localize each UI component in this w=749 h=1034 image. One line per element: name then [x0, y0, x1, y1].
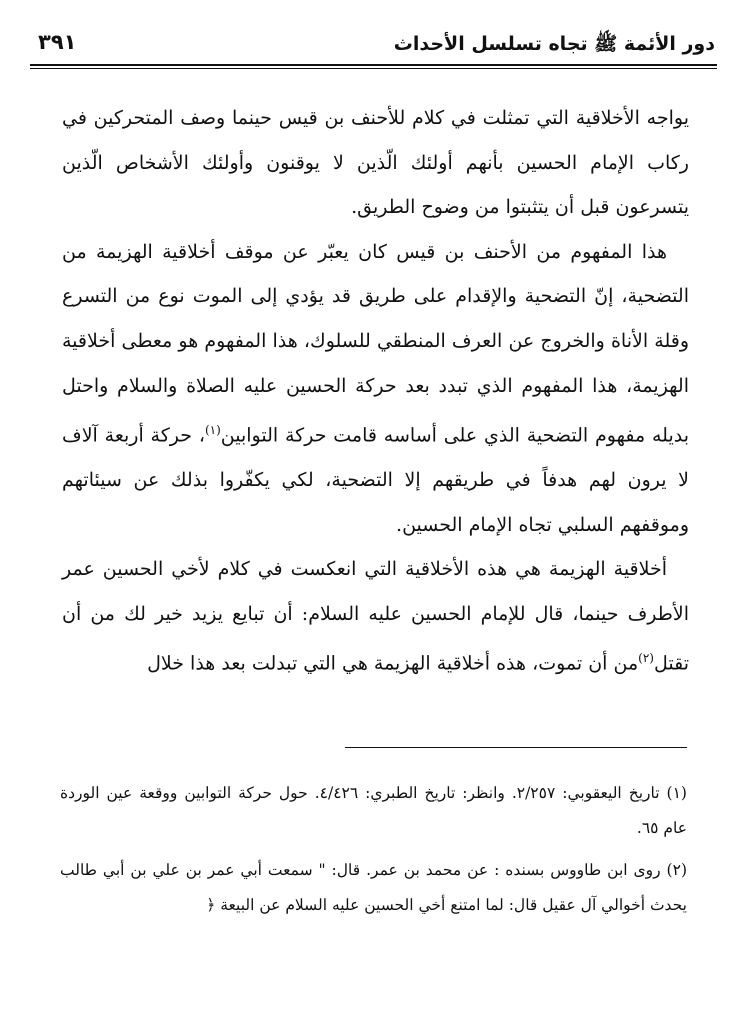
footnote-ref: (٢)	[638, 651, 654, 666]
footnote-marker: (١)	[666, 784, 687, 802]
header-rule	[30, 64, 717, 66]
footnote-text: تاريخ اليعقوبي: ٢/٢٥٧. وانظر: تاريخ الطبري: ٤/٤٢٦. حول حركة التوابين ووقعة عين الوردة عام ٦٥.	[60, 784, 687, 837]
running-title: دور الأئمة ﷺ تجاه تسلسل الأحداث	[393, 33, 715, 55]
paragraph: أخلاقية الهزيمة هي هذه الأخلاقية التي انعكست في كلام لأخي الحسين عمر الأطرف حينما، قال للإمام الحسين عليه السلام: أن تبايع يزيد خير لك من أن تقتل$^{(٢)}$من أن تموت، هذه أخلاقية الهزيمة هي التي تبدلت بعد هذا خلال	[62, 558, 689, 675]
footnote	[60, 853, 687, 923]
footnote	[60, 776, 687, 846]
footnote-text: روى ابن طاووس بسنده : عن محمد بن عمر. قال: " سمعت أبي عمر بن علي بن أبي طالب يحدث أخوالي آل عقيل قال: لما امتنع أخي الحسين عليه السلام عن البيعة ﴿	[60, 861, 687, 914]
paragraph: هذا المفهوم من الأحنف بن قيس كان يعبّر عن موقف أخلاقية الهزيمة من التضحية، إنّ التضحية والإقدام على طريق قد يؤدي إلى الموت نوع من التسرع وقلة الأناة والخروج عن العرف المنطقي للسلوك، هذا المفهوم هو معطى أخلاقية الهزيمة، هذا المفهوم الذي تبدد بعد حركة الحسين عليه الصلاة والسلام واحتل بديله مفهوم التضحية الذي على أساسه قامت حركة التوابين$^{(١)}$، حركة أربعة آلاف لا يرون لهم هدفاً في طريقهم إلا التضحية، لكي يكفّروا بذلك عن سيئاتهم وموقفهم السلبي تجاه الإمام الحسين.	[62, 240, 689, 536]
page-number: ٣٩١	[38, 30, 77, 54]
footnote-marker: (٢)	[666, 861, 687, 879]
footnote-separator	[345, 747, 687, 748]
page-header	[30, 30, 717, 62]
paragraph: يواجه الأخلاقية التي تمثلت في كلام للأحنف بن قيس حينما وصف المتحركين في ركاب الإمام الحسين بأنهم أولئك الّذين لا يوقنون وأولئك الأشخاص الّذين يتسرعون قبل أن يتثبتوا من وضوح الطريق.	[62, 107, 689, 219]
header-rule-thin	[30, 68, 717, 69]
footnote-ref: (١)	[204, 423, 221, 438]
main-text	[62, 96, 689, 686]
footnotes	[60, 776, 687, 930]
